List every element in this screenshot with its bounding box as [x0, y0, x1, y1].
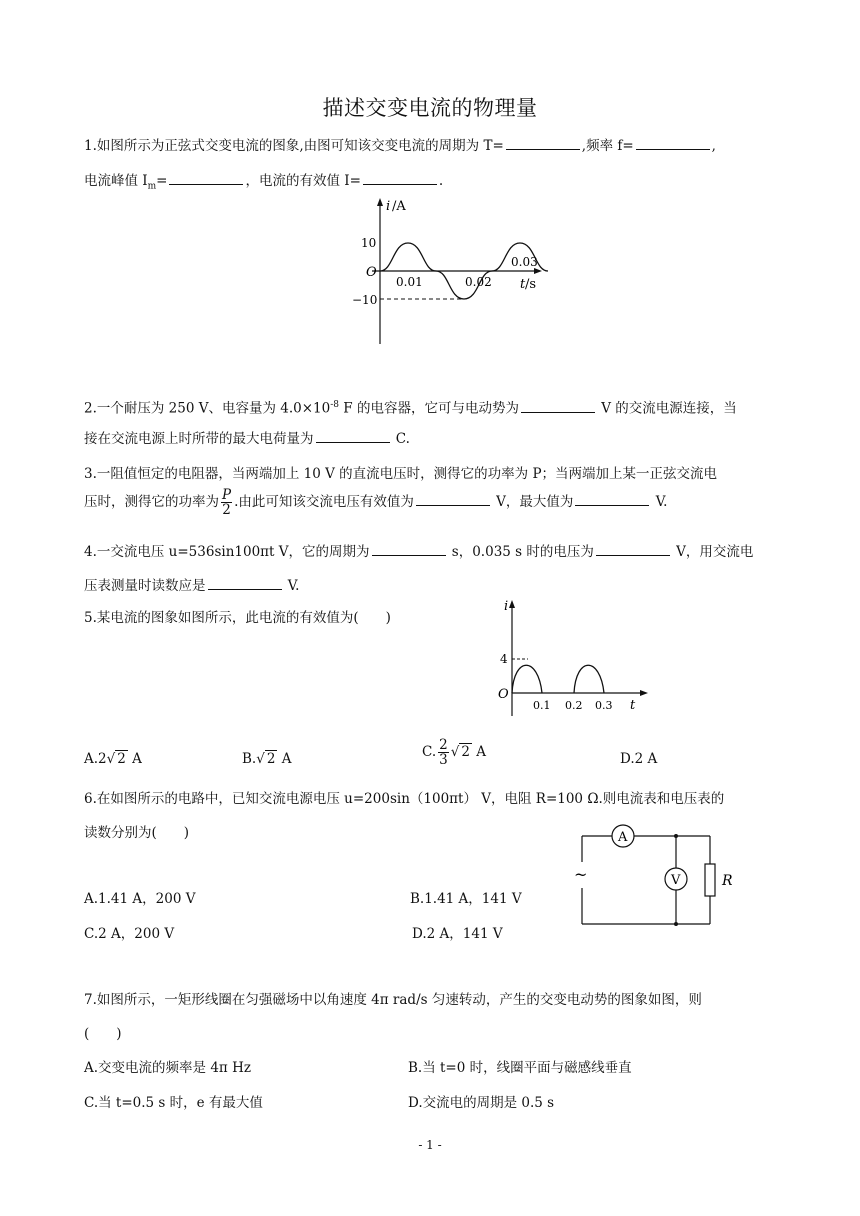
answer-blank[interactable]	[636, 136, 710, 150]
q3-text: V.	[651, 494, 668, 510]
q7-option-d[interactable]: D.交流电的周期是 0.5 s	[408, 1095, 555, 1111]
q5-option-b[interactable]	[242, 750, 291, 768]
page-title: 描述交变电流的物理量	[322, 96, 538, 120]
q1-sine-graph	[348, 196, 548, 348]
q3-line1: 3.一阻值恒定的电阻器，当两端加上 10 V 的直流电压时，测得它的功率为 P；当两端加上某一正弦交流电	[84, 466, 718, 482]
q1-line2	[84, 171, 443, 196]
answer-blank[interactable]	[416, 492, 490, 506]
answer-blank[interactable]	[521, 399, 595, 413]
option-text: C.	[422, 744, 437, 760]
option-unit: A	[277, 751, 292, 767]
q1-text: =	[156, 173, 168, 189]
q1-xtick-3: 0.03	[511, 255, 538, 269]
q2-line1	[84, 396, 737, 418]
q2-exponent: -8	[330, 400, 340, 410]
q4-text: 压表测量时读数应是	[84, 578, 206, 594]
q5-option-c[interactable]	[422, 736, 486, 768]
q6-line1: 6.在如图所示的电路中，已知交流电源电压 u=200sin（100πt） V，电阻 R=100 Ω.则电流表和电压表的	[84, 791, 725, 807]
fraction-numerator: 2	[439, 737, 448, 753]
q6-circuit-diagram	[572, 822, 742, 934]
option-unit: A	[471, 744, 486, 760]
q1-xlabel-unit: /s	[525, 277, 537, 292]
q1-text: 1.如图所示为正弦式交变电流的图象,由图可知该交变电流的周期为 T=	[84, 138, 504, 154]
q4-text: 4.一交流电压 u=536sin100πt V，它的周期为	[84, 544, 370, 560]
q3-text: .由此可知该交流电压有效值为	[234, 494, 414, 510]
radicand: 2	[266, 751, 276, 767]
radicand: 2	[117, 751, 126, 767]
q2-text: V 的交流电源连接，当	[596, 400, 737, 417]
q5-ytick-peak: 4	[500, 652, 508, 666]
q2-text: F 的电容器，它可与电动势为	[339, 400, 519, 417]
junction-top	[674, 834, 678, 838]
q5-xlabel: t	[630, 698, 636, 713]
q5-pulse-2	[574, 665, 604, 693]
q3-text: V，最大值为	[491, 494, 574, 510]
q5-xtick-2: 0.2	[565, 699, 583, 712]
q7-line2: ( )	[84, 1026, 122, 1042]
answer-blank[interactable]	[316, 429, 390, 443]
q3-fraction	[221, 488, 232, 517]
q2-text: 接在交流电源上时所带的最大电荷量为	[84, 431, 314, 447]
q5-origin: O	[498, 687, 509, 702]
answer-blank[interactable]	[363, 171, 437, 185]
q5-xtick-1: 0.1	[533, 699, 551, 712]
fraction-numerator: P	[222, 487, 232, 503]
q6-option-d[interactable]: D.2 A，141 V	[412, 926, 503, 942]
ac-source-icon: ~	[574, 865, 588, 884]
q5c-fraction	[438, 738, 449, 767]
answer-blank[interactable]	[506, 136, 580, 150]
q4-line1	[84, 542, 753, 561]
q5-option-a[interactable]	[84, 750, 142, 768]
q1-text: .	[438, 173, 444, 189]
q5-ylabel: i	[504, 599, 509, 614]
q1-text: ,频率 f=	[581, 138, 634, 154]
ammeter-label: A	[618, 830, 628, 845]
answer-blank[interactable]	[575, 492, 649, 506]
q5-pulse-1	[512, 665, 542, 693]
junction-bottom	[674, 922, 678, 926]
q7-option-a[interactable]: A.交变电流的频率是 4π Hz	[84, 1060, 251, 1076]
q6-line2: 读数分别为( )	[84, 825, 190, 841]
sqrt-symbol: √ 2	[256, 751, 276, 767]
resistor-label: R	[722, 873, 733, 889]
q5-xtick-3: 0.3	[595, 699, 613, 712]
q3-text: 压时，测得它的功率为	[84, 494, 219, 510]
fraction-denominator: 3	[439, 752, 448, 768]
q2-text: C.	[391, 431, 410, 447]
q1-xlabel: t	[520, 277, 526, 292]
answer-blank[interactable]	[169, 171, 243, 185]
q1-subscript: m	[147, 181, 157, 192]
q1-ytick-neg: −10	[352, 293, 378, 307]
q1-text: ,	[711, 138, 716, 154]
option-text: A.2	[84, 751, 107, 767]
resistor-symbol	[705, 864, 715, 896]
answer-blank[interactable]	[208, 576, 282, 590]
q4-text: V.	[283, 578, 300, 594]
q6-option-a[interactable]: A.1.41 A，200 V	[84, 891, 196, 907]
q1-ylabel: i	[386, 199, 391, 214]
q1-origin: O	[366, 265, 377, 280]
q1-xtick-1: 0.01	[396, 275, 423, 289]
q4-text: s，0.035 s 时的电压为	[447, 544, 594, 560]
q2-text: 2.一个耐压为 250 V、电容量为 4.0×10	[84, 400, 331, 417]
q1-text: ，电流的有效值 I=	[245, 173, 361, 189]
q5-x-arrow	[640, 690, 648, 696]
option-unit: A	[127, 751, 142, 767]
q7-option-c[interactable]: C.当 t=0.5 s 时，e 有最大值	[84, 1095, 263, 1111]
q4-line2	[84, 576, 299, 595]
q3-line2	[84, 486, 667, 518]
answer-blank[interactable]	[372, 542, 446, 556]
voltmeter-label: V	[671, 873, 681, 888]
page-number: - 1 -	[418, 1138, 442, 1152]
q1-ylabel-unit: /A	[392, 199, 406, 214]
q5-stem: 5.某电流的图象如图所示，此电流的有效值为( )	[84, 610, 391, 626]
q5-y-arrow	[509, 600, 515, 608]
q5-half-wave-graph	[490, 596, 650, 720]
q5-option-d[interactable]: D.2 A	[620, 751, 658, 767]
fraction-denominator: 2	[222, 502, 231, 518]
q4-text: V，用交流电	[671, 544, 754, 560]
q1-text: 电流峰值 I	[84, 173, 148, 189]
q2-line2	[84, 429, 410, 448]
option-text: B.	[242, 751, 257, 767]
sqrt-symbol: √ 2	[106, 751, 126, 767]
answer-blank[interactable]	[596, 542, 670, 556]
radicand: 2	[461, 744, 470, 760]
q1-xtick-2: 0.02	[465, 275, 492, 289]
q6-option-b[interactable]: B.1.41 A，141 V	[410, 891, 522, 907]
sqrt-symbol: √ 2	[450, 744, 470, 760]
q6-option-c[interactable]: C.2 A，200 V	[84, 926, 175, 942]
q1-line1	[84, 136, 716, 155]
q7-line1: 7.如图所示，一矩形线圈在匀强磁场中以角速度 4π rad/s 匀速转动，产生的交变电动势的图象如图，则	[84, 992, 702, 1008]
q7-option-b[interactable]: B.当 t=0 时，线圈平面与磁感线垂直	[408, 1060, 632, 1076]
q1-ytick-pos: 10	[361, 236, 377, 250]
q1-y-arrow	[377, 198, 383, 206]
